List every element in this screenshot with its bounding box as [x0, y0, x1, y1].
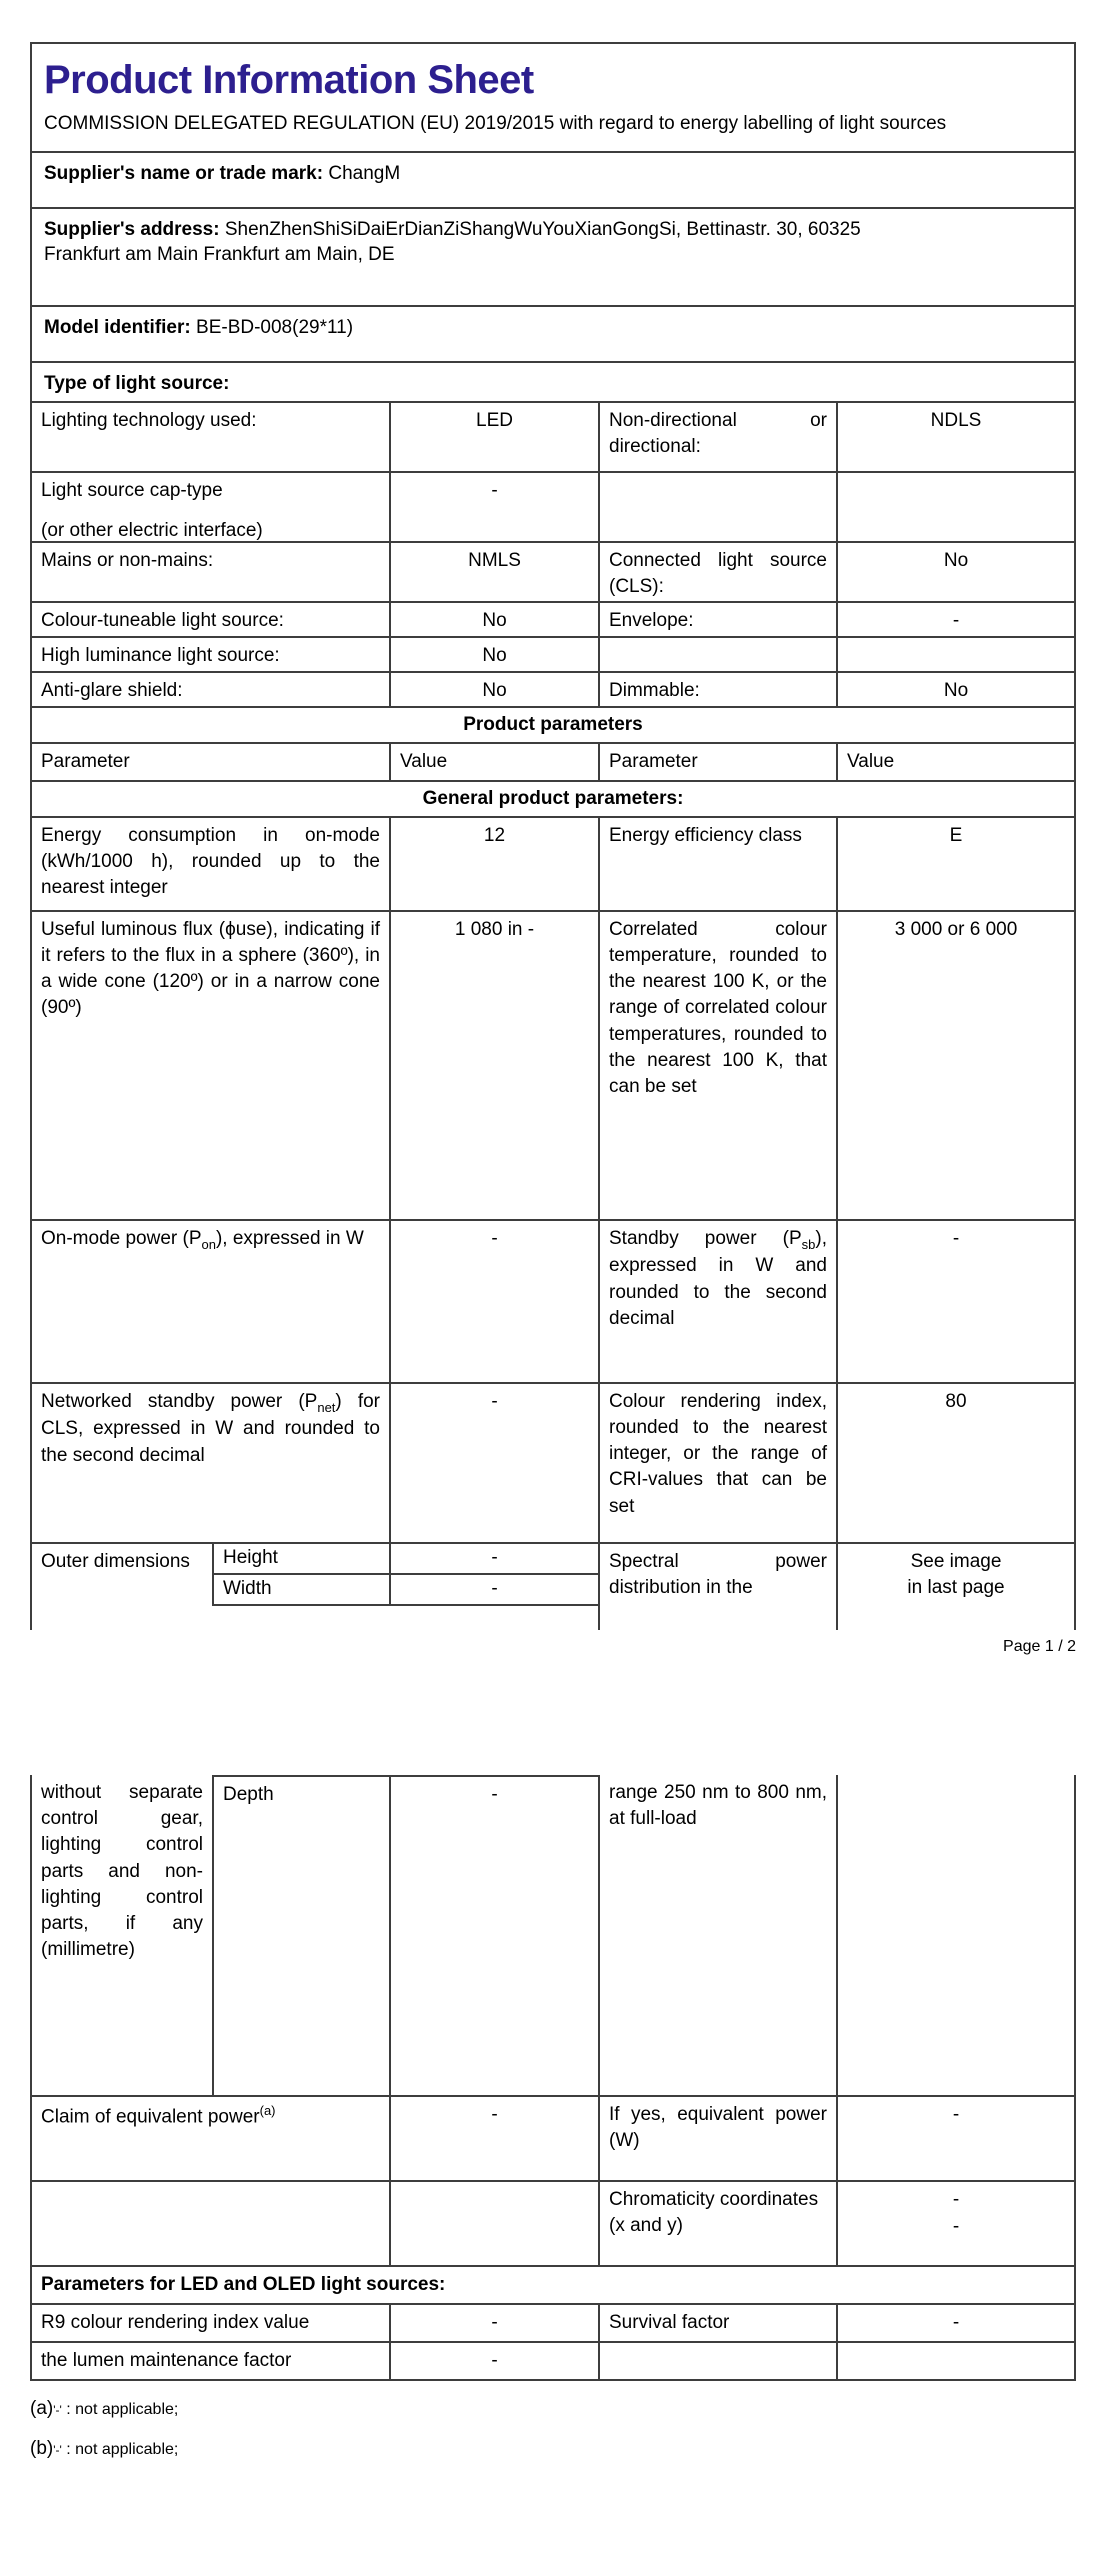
value-energy-consumption: 12: [389, 818, 598, 910]
table-row: [32, 636, 1074, 671]
outer-dimension-height-value: -: [389, 1544, 598, 1573]
outer-dimensions-subtable: [212, 1544, 598, 1606]
param-high-luminance: High luminance light source:: [41, 644, 280, 666]
column-header-value-2: Value: [836, 744, 1074, 780]
param-anti-glare: Anti-glare shield:: [41, 679, 183, 701]
supplier-name-value: ChangM: [328, 162, 401, 184]
footnote-b: (b)'-' : not applicable;: [30, 2438, 179, 2459]
value-cap-type: -: [389, 473, 598, 541]
value-standby-power: -: [836, 1221, 1074, 1382]
led-oled-parameters-header: Parameters for LED and OLED light sources:: [32, 2265, 1074, 2303]
value-r9-colour-rendering: -: [389, 2305, 598, 2341]
param-colour-tuneable: Colour-tuneable light source:: [41, 609, 284, 631]
value-empty: [836, 2343, 1074, 2379]
param-standby-power: Standby power $(P_{sb})$, expressed in W and rounded to the second decimal: [598, 1221, 836, 1382]
value-empty: [836, 473, 1074, 541]
param-colour-rendering-index: Colour rendering index, rounded to the nearest integer, or the range of CRI-values that can be set: [598, 1384, 836, 1542]
table-row: [32, 2303, 1074, 2341]
param-energy-consumption: Energy consumption in on-mode (kWh/1000 h), rounded up to the nearest integer: [41, 824, 380, 899]
supplier-name-row: [32, 151, 1074, 207]
general-parameters-header: General product parameters:: [32, 780, 1074, 816]
value-directional: NDLS: [836, 403, 1074, 471]
param-outer-dimensions: Outer dimensions: [41, 1550, 190, 1572]
param-networked-standby-power: Networked standby power $(P_{net})$ for CLS, expressed in W and rounded to the second decimal: [41, 1390, 380, 1466]
product-parameters-header: Product parameters: [32, 706, 1074, 742]
page1-sheet: [30, 42, 1076, 1630]
value-on-mode-power: -: [389, 1221, 598, 1382]
supplier-address-value: ShenZhenShiSiDaiErDianZiShangWuYouXianGongSi, Bettinastr. 30, 60325 Frankfurt am Main Frankfurt am Main, DE: [44, 218, 861, 266]
regulation-subtitle: COMMISSION DELEGATED REGULATION (EU) 2019/2015 with regard to energy labelling of light sources: [44, 113, 947, 134]
supplier-address-label: Supplier's address:: [44, 218, 220, 240]
param-mains: Mains or non-mains:: [41, 549, 214, 571]
subscript-sb: sb: [801, 1236, 816, 1252]
value-connected-light-source: No: [836, 543, 1074, 601]
page-title: Product Information Sheet: [44, 58, 534, 102]
cap-type-line2: (or other electric interface): [41, 519, 263, 541]
model-identifier-row: [32, 305, 1074, 361]
value-chromaticity-coordinates: - -: [836, 2182, 1074, 2265]
type-of-light-source-row: [32, 361, 1074, 401]
column-header-parameter-2: Parameter: [598, 744, 836, 780]
footnote-b-marker: (b): [30, 2438, 54, 2459]
param-spectral-range-continued: range 250 nm to 800 nm, at full-load: [598, 1775, 836, 2095]
cap-type-line1: Light source cap-type: [41, 479, 223, 501]
table-row: [32, 671, 1074, 706]
param-spectral-power-distribution: Spectral power distribution in the: [598, 1544, 836, 1630]
outer-dimensions-continuation-row: [32, 1775, 1074, 2095]
param-chromaticity-coordinates: Chromaticity coordinates (x and y): [598, 2182, 836, 2265]
footnote-a: (a)'-' : not applicable;: [30, 2398, 179, 2419]
param-r9-colour-rendering: R9 colour rendering index value: [41, 2312, 310, 2333]
param-survival-factor: Survival factor: [598, 2305, 836, 2341]
param-connected-light-source: Connected light source (CLS):: [598, 543, 836, 601]
param-outer-dimensions-continued: without separate control gear, lighting control parts and non-lighting control parts, if any (millimetre): [41, 1782, 203, 1961]
value-useful-luminous-flux: 1 080 in -: [389, 912, 598, 1219]
column-header-value-1: Value: [389, 744, 598, 780]
value-colour-rendering-index: 80: [836, 1384, 1074, 1542]
value-high-luminance: No: [389, 638, 598, 671]
outer-dimension-width-label: Width: [212, 1573, 389, 1604]
value-colour-tuneable: No: [389, 603, 598, 636]
supplier-address-row: [32, 207, 1074, 305]
param-cap-type: [32, 473, 389, 541]
column-header-parameter-1: Parameter: [41, 750, 130, 772]
column-header-row: [32, 742, 1074, 780]
param-correlated-colour-temperature: Correlated colour temperature, rounded to the nearest 100 K, or the range of correlated colour temperatures, rounded to the nearest 100 K, that can be set: [598, 912, 836, 1219]
table-row: [32, 1382, 1074, 1542]
value-envelope: -: [836, 603, 1074, 636]
outer-dimension-depth-value: -: [389, 1775, 598, 2095]
outer-dimension-height-label: Height: [212, 1544, 389, 1573]
value-claim-equivalent-power: -: [389, 2097, 598, 2180]
outer-dimensions-row: [32, 1542, 1074, 1630]
footnote-a-marker: (a): [30, 2398, 54, 2419]
param-lighting-technology: Lighting technology used:: [41, 409, 257, 431]
page2-sheet: [30, 1775, 1076, 2381]
value-empty: [836, 638, 1074, 671]
param-dimmable: Dimmable:: [598, 673, 836, 706]
table-row: [32, 401, 1074, 471]
table-row: [32, 2095, 1074, 2180]
param-envelope: Envelope:: [598, 603, 836, 636]
outer-dimension-width-value: -: [389, 1573, 598, 1604]
table-row: [32, 601, 1074, 636]
table-row: [32, 471, 1074, 541]
value-anti-glare: No: [389, 673, 598, 706]
superscript-a: (a): [259, 2103, 276, 2118]
param-lumen-maintenance-factor: the lumen maintenance factor: [41, 2350, 292, 2371]
value-if-yes-equivalent-power: -: [836, 2097, 1074, 2180]
value-survival-factor: -: [836, 2305, 1074, 2341]
value-correlated-colour-temperature: 3 000 or 6 000: [836, 912, 1074, 1219]
value-spectral-range: [836, 1775, 1074, 2095]
table-row: [32, 2180, 1074, 2265]
param-empty: [32, 2182, 389, 2265]
param-on-mode-power: On-mode power $(P_{on})$, expressed in W: [41, 1227, 364, 1252]
param-empty: [598, 638, 836, 671]
value-spectral-power-distribution: See image in last page: [836, 1544, 1074, 1630]
supplier-name-label: Supplier's name or trade mark:: [44, 162, 324, 184]
param-empty: [598, 2343, 836, 2379]
value-lumen-maintenance-factor: -: [389, 2343, 598, 2379]
param-energy-efficiency-class: Energy efficiency class: [598, 818, 836, 910]
subscript-on: on: [201, 1236, 216, 1252]
value-networked-standby-power: -: [389, 1384, 598, 1542]
type-of-light-source-label: Type of light source:: [44, 372, 230, 394]
subscript-net: net: [317, 1399, 336, 1415]
table-row: [32, 910, 1074, 1219]
table-row: [32, 816, 1074, 910]
value-dimmable: No: [836, 673, 1074, 706]
table-row: [32, 1219, 1074, 1382]
value-lighting-technology: LED: [389, 403, 598, 471]
page-number: Page 1 / 2: [1003, 1638, 1076, 1655]
table-row: [32, 2341, 1074, 2379]
model-identifier-label: Model identifier:: [44, 316, 191, 338]
footnotes: [30, 2398, 730, 2478]
table-row: [32, 541, 1074, 601]
param-empty: [598, 473, 836, 541]
outer-dimension-depth-label: Depth: [212, 1775, 389, 2095]
value-empty: [389, 2182, 598, 2265]
param-directional: Non-directional or directional:: [598, 403, 836, 471]
value-energy-efficiency-class: E: [836, 818, 1074, 910]
param-claim-equivalent-power: Claim of equivalent power$^{(a)}$: [41, 2103, 276, 2128]
value-mains: NMLS: [389, 543, 598, 601]
param-if-yes-equivalent-power: If yes, equivalent power (W): [598, 2097, 836, 2180]
model-identifier-value: BE-BD-008(29*11): [196, 316, 354, 338]
param-useful-luminous-flux: Useful luminous flux (ϕuse), indicating if it refers to the flux in a sphere (360º), in a wide cone (120º) or in a narrow cone (90º): [41, 918, 380, 1019]
